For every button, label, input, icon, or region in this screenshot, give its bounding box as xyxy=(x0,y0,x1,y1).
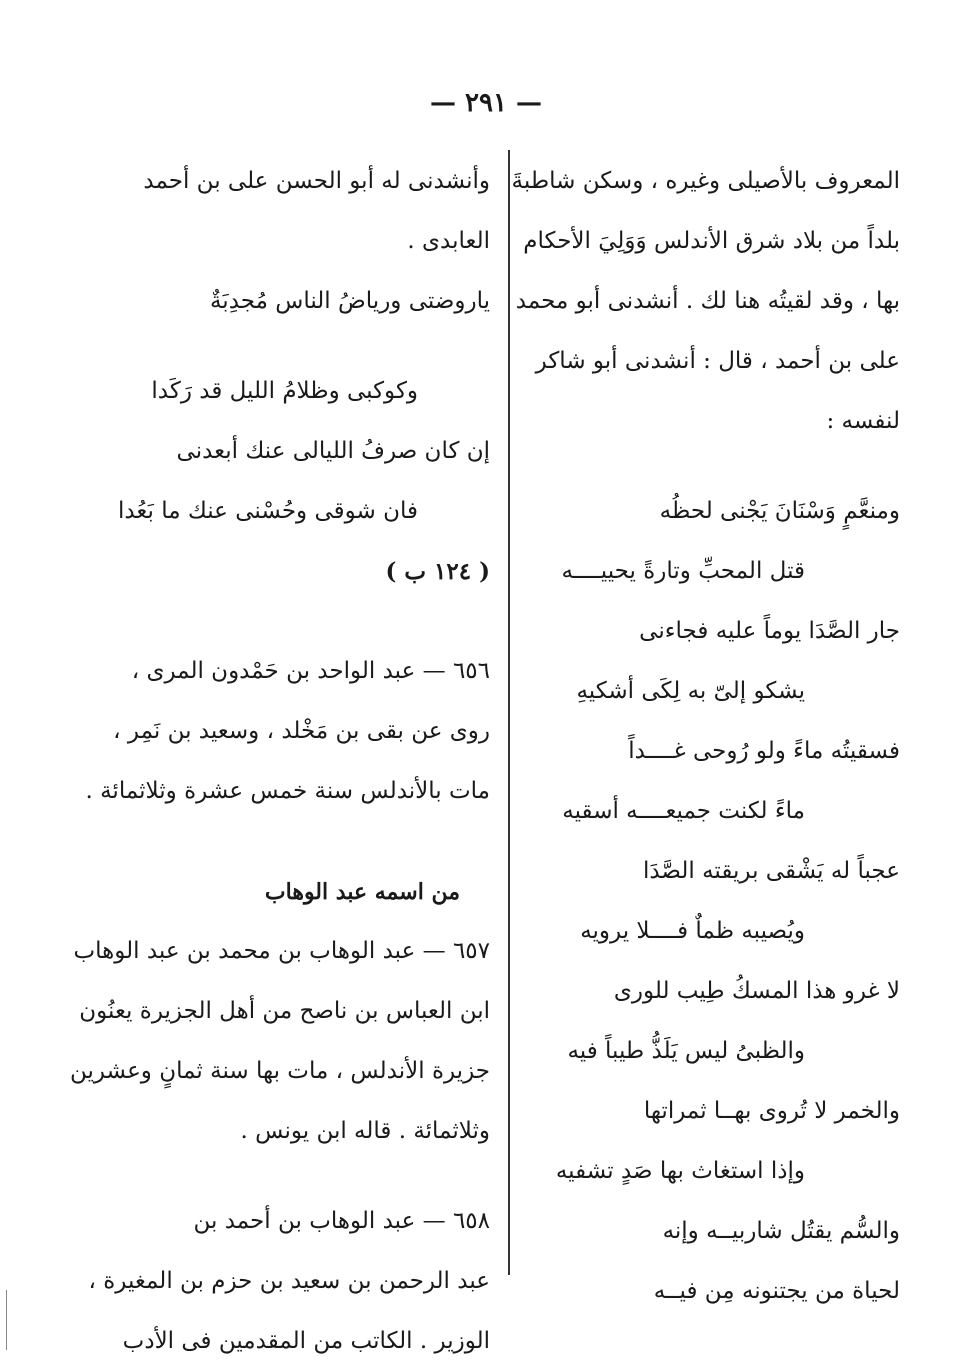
entry-657-line: ٦٥٧ — عبد الوهاب بن محمد بن عبد الوهاب xyxy=(73,938,490,965)
folio-note: ( ١٢٤ ب ) xyxy=(385,558,490,586)
entry-658-line: الوزير . الكاتب من المقدمين فى الأدب xyxy=(122,1328,490,1355)
verse-hemistich: وإذا استغاث بها صَدٍ تشفيه xyxy=(555,1158,805,1185)
entry-656-line: روى عن بقى بن مَخْلد ، وسعيد بن نَمِر ، xyxy=(113,718,490,745)
verse-hemistich: والخمر لا تُروى بهــا ثمراتها xyxy=(643,1098,900,1125)
verse-hemistich: ويُصيبه ظماٌ فــــلا يرويه xyxy=(580,918,805,945)
verse-hemistich: جار الصَّدَا يوماً عليه فجاءنى xyxy=(639,618,900,645)
text-line: بلداً من بلاد شرق الأندلس وَوَلِيَ الأحكام xyxy=(523,228,900,255)
page-number: — ٢٩١ — xyxy=(429,88,543,118)
verse-hemistich: يشكو إلىّ به لِكَى أشكيهِ xyxy=(576,678,805,705)
entry-657-line: جزيرة الأندلس ، مات بها سنة ثمانٍ وعشرين xyxy=(69,1058,490,1085)
entry-657-line: وثلاثمائة . قاله ابن يونس . xyxy=(240,1118,490,1145)
text-line: العابدى . xyxy=(407,228,490,255)
column-divider xyxy=(508,150,510,1275)
verse-hemistich: عجباً له يَشْقى بريقته الصَّدَا xyxy=(642,858,900,885)
right-column xyxy=(511,152,900,1322)
entry-657-line: ابن العباس بن ناصح من أهل الجزيرة يعنُون xyxy=(79,998,490,1025)
spacer xyxy=(128,822,490,862)
entry-656-line: ٦٥٦ — عبد الواحد بن حَمْدون المرى ، xyxy=(131,658,490,685)
page-edge-mark xyxy=(6,1290,7,1350)
text-line: على بن أحمد ، قال : أنشدنى أبو شاكر xyxy=(535,348,900,375)
text-line: بها ، وقد لقيتُه هنا لك . أنشدنى أبو محمد xyxy=(515,288,900,315)
verse-hemistich: إن كان صرفُ الليالى عنك أبعدنى xyxy=(176,438,490,465)
verse-hemistich: فسقيتُه ماءً ولو رُوحى غــــداً xyxy=(628,738,900,765)
text-line: وأنشدنى له أبو الحسن على بن أحمد xyxy=(143,168,490,195)
section-heading: من اسمه عبد الوهاب xyxy=(264,878,460,905)
verse-hemistich: فان شوقى وحُسْنى عنك ما بَعُدا xyxy=(117,498,418,525)
verse-hemistich: قتل المحبِّ وتارةً يحييــــه xyxy=(561,558,805,585)
verse-hemistich: والسُّم يقتُل شاربيــه وإنه xyxy=(662,1218,900,1245)
verse-hemistich: وكوكبى وظلامُ الليل قد رَكَدا xyxy=(151,378,418,405)
entry-658-line: عبد الرحمن بن سعيد بن حزم بن المغيرة ، xyxy=(88,1268,490,1295)
text-line: المعروف بالأصيلى وغيره ، وسكن شاطبةَ xyxy=(511,168,900,195)
spacer xyxy=(128,332,490,362)
text-line: لنفسه : xyxy=(826,408,900,435)
verse-hemistich: ماءً لكنت جميعــــه أسقيه xyxy=(562,798,805,825)
spacer xyxy=(528,452,900,482)
spacer xyxy=(128,602,490,642)
verse-hemistich: والظبىُ ليس يَلَذُّ طيباً فيه xyxy=(567,1038,805,1065)
entry-658-line: ٦٥٨ — عبد الوهاب بن أحمد بن xyxy=(193,1208,490,1235)
verse-hemistich: ومنعَّمٍ وَسْنَانَ يَجْنى لحظُه xyxy=(659,498,900,525)
verse-hemistich: ياروضتى ورياضُ الناس مُجدِبَةٌ xyxy=(209,288,490,315)
spacer xyxy=(128,1162,490,1192)
verse-hemistich: لا غرو هذا المسكُ طِيب للورى xyxy=(613,978,900,1005)
verse-hemistich: لحياة من يجتنونه مِن فيــه xyxy=(653,1278,900,1305)
left-column xyxy=(69,152,490,1372)
entry-656-line: مات بالأندلس سنة خمس عشرة وثلاثمائة . xyxy=(85,778,490,805)
